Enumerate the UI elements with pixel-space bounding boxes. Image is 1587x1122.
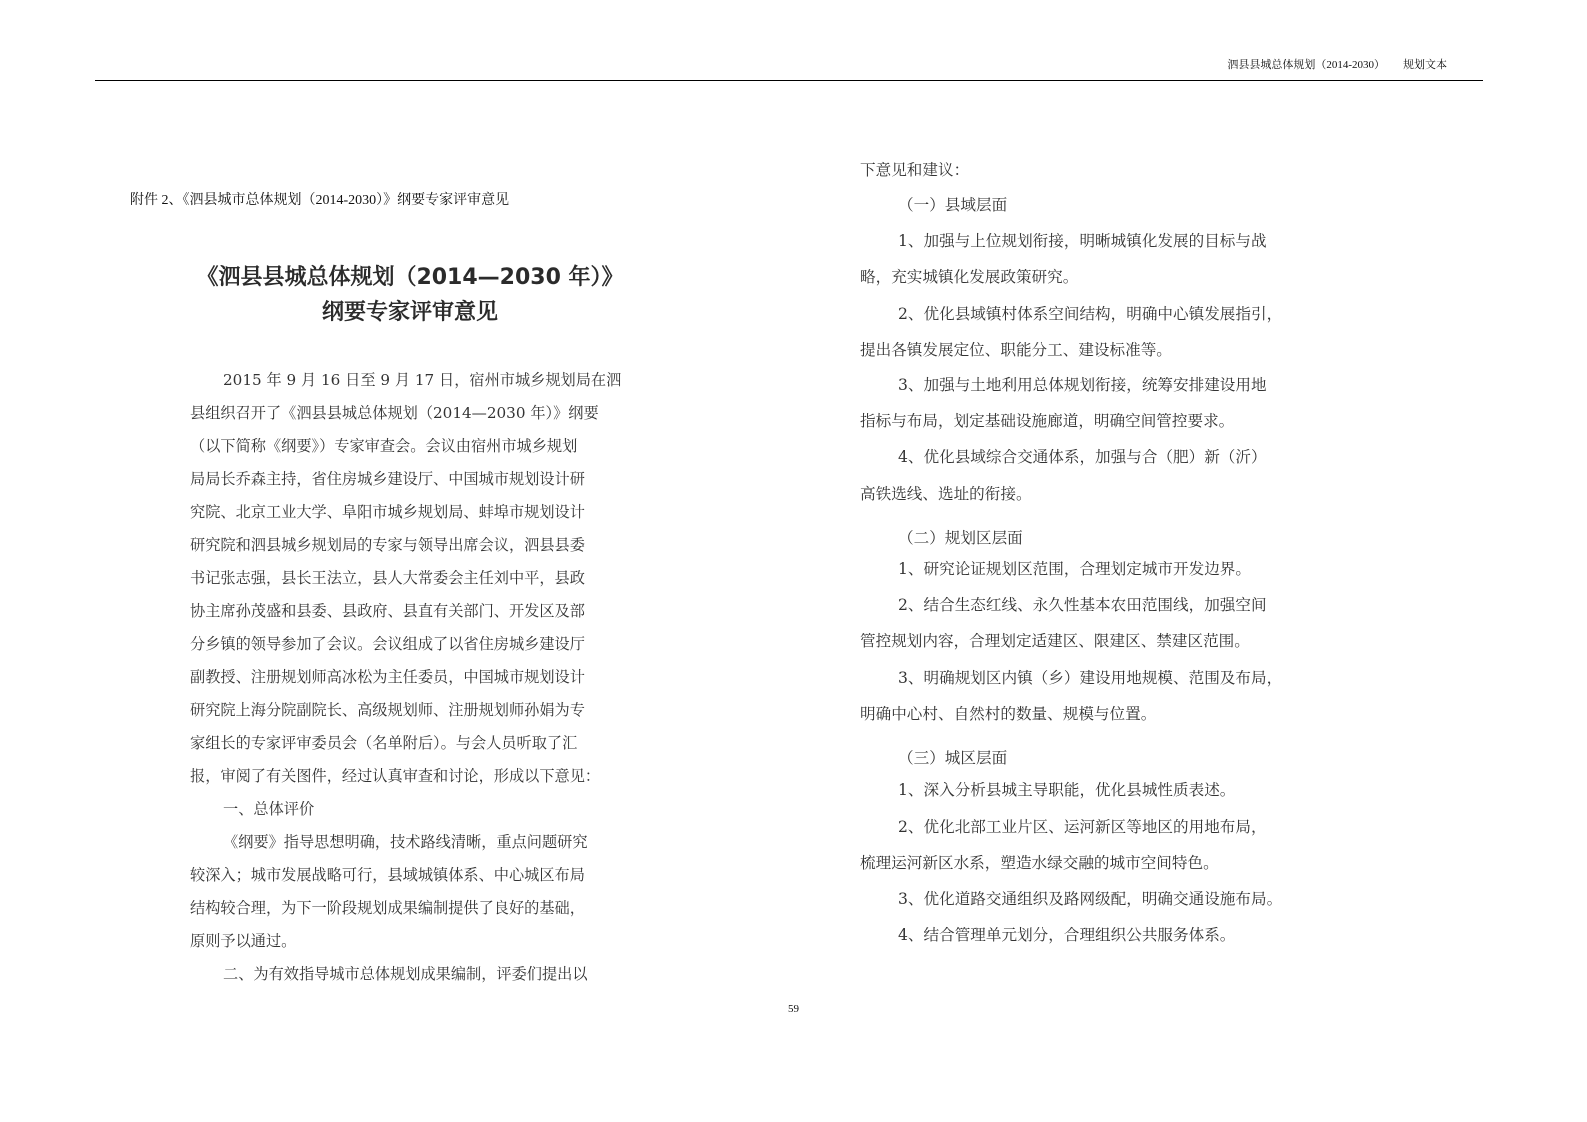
text-line: 提出各镇发展定位、职能分工、建设标准等。 xyxy=(860,341,1172,359)
text-line: 研究院和泗县城乡规划局的专家与领导出席会议，泗县县委 xyxy=(190,536,585,554)
running-header xyxy=(1227,56,1447,72)
text-line: 1、深入分析县城主导职能，优化县城性质表述。 xyxy=(898,781,1236,799)
text-line: 2、优化县域镇村体系空间结构，明确中心镇发展指引， xyxy=(898,305,1283,323)
text-line: 4、结合管理单元划分，合理组织公共服务体系。 xyxy=(898,926,1236,944)
header-title: 泗县县城总体规划（2014-2030） xyxy=(1227,59,1385,71)
text-line: 结构较合理，为下一阶段规划成果编制提供了良好的基础， xyxy=(190,899,585,917)
text-line: 3、明确规划区内镇（乡）建设用地规模、范围及布局， xyxy=(898,669,1283,687)
header-rule xyxy=(95,80,1483,81)
section-heading: 二、为有效指导城市总体规划成果编制，评委们提出以 xyxy=(223,965,588,983)
text-line: 3、优化道路交通组织及路网级配，明确交通设施布局。 xyxy=(898,890,1283,908)
left-column-text xyxy=(190,364,628,991)
text-line: 1、加强与上位规划衔接，明晰城镇化发展的目标与战 xyxy=(898,232,1267,250)
text-line: 副教授、注册规划师高冰松为主任委员，中国城市规划设计 xyxy=(190,668,585,686)
text-line: 指标与布局，划定基础设施廊道，明确空间管控要求。 xyxy=(860,412,1235,430)
text-line: 究院、北京工业大学、阜阳市城乡规划局、蚌埠市规划设计 xyxy=(190,503,585,521)
text-line: 局局长乔森主持，省住房城乡建设厅、中国城市规划设计研 xyxy=(190,470,585,488)
text-line: 分乡镇的领导参加了会议。会议组成了以省住房城乡建设厅 xyxy=(190,635,585,653)
header-doc-type: 规划文本 xyxy=(1403,59,1447,71)
text-line: 梳理运河新区水系，塑造水绿交融的城市空间特色。 xyxy=(860,854,1219,872)
text-line: 略，充实城镇化发展政策研究。 xyxy=(860,268,1079,286)
text-line: 管控规划内容，合理划定适建区、限建区、禁建区范围。 xyxy=(860,632,1250,650)
text-line: 《纲要》指导思想明确，技术路线清晰，重点问题研究 xyxy=(223,833,588,851)
text-line: 研究院上海分院副院长、高级规划师、注册规划师孙娟为专 xyxy=(190,701,585,719)
text-line: 3、加强与土地利用总体规划衔接，统筹安排建设用地 xyxy=(898,376,1267,394)
text-line: 明确中心村、自然村的数量、规模与位置。 xyxy=(860,705,1157,723)
text-line: 原则予以通过。 xyxy=(190,932,297,950)
section-heading: （一）县域层面 xyxy=(898,196,1008,214)
document-title-line-1: 《泗县县城总体规划（2014—2030 年）》 xyxy=(196,265,624,290)
text-line: 4、优化县域综合交通体系，加强与合（肥）新（沂） xyxy=(898,448,1267,466)
text-line: 下意见和建议： xyxy=(860,161,970,179)
text-line: 2015 年 9 月 16 日至 9 月 17 日，宿州市城乡规划局在泗 xyxy=(223,371,622,389)
text-line: 县组织召开了《泗县县城总体规划（2014—2030 年）》纲要 xyxy=(190,404,599,422)
document-title-line-2: 纲要专家评审意见 xyxy=(321,300,498,325)
section-heading: （二）规划区层面 xyxy=(898,529,1023,547)
text-line: 协主席孙茂盛和县委、县政府、县直有关部门、开发区及部 xyxy=(190,602,585,620)
text-line: 1、研究论证规划区范围，合理划定城市开发边界。 xyxy=(898,560,1251,578)
text-line: 家组长的专家评审委员会（名单附后）。与会人员听取了汇 xyxy=(190,734,578,752)
text-line: 报，审阅了有关图件，经过认真审查和讨论，形成以下意见： xyxy=(190,767,601,785)
section-heading: 一、总体评价 xyxy=(223,800,315,818)
text-line: 较深入；城市发展战略可行，县域城镇体系、中心城区布局 xyxy=(190,866,585,884)
text-line: 高铁选线、选址的衔接。 xyxy=(860,485,1032,503)
attachment-label: 附件 2、《泗县城市总体规划（2014-2030）》纲要专家评审意见 xyxy=(130,193,510,208)
page-number: 59 xyxy=(788,1003,799,1015)
text-line: 书记张志强，县长王法立，县人大常委会主任刘中平，县政 xyxy=(190,569,585,587)
text-line: 2、结合生态红线、永久性基本农田范围线，加强空间 xyxy=(898,596,1267,614)
text-line: （以下简称《纲要》）专家审查会。会议由宿州市城乡规划 xyxy=(190,437,578,455)
text-line: 2、优化北部工业片区、运河新区等地区的用地布局， xyxy=(898,818,1267,836)
section-heading: （三）城区层面 xyxy=(898,749,1008,767)
